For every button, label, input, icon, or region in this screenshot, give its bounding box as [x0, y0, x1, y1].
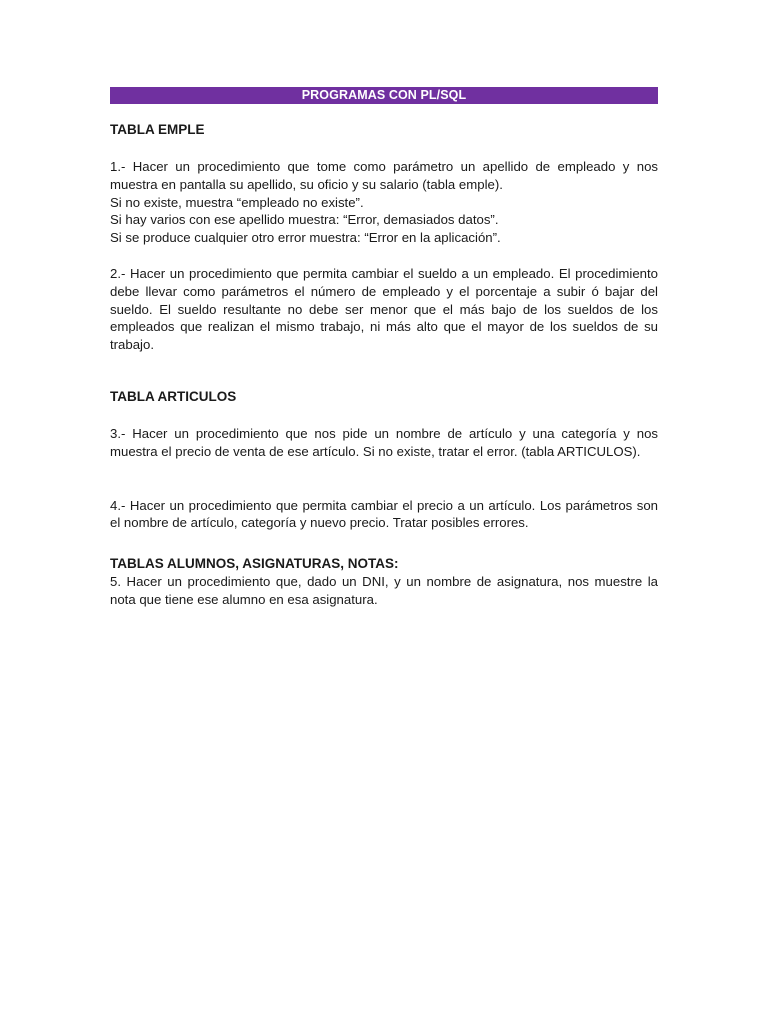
section-heading-alumnos: TABLAS ALUMNOS, ASIGNATURAS, NOTAS: — [110, 556, 399, 572]
exercise-5-text: 5. Hacer un procedimiento que, dado un DNI, y un nombre de asignatura, nos muestre la nota que tiene ese alumno en esa asignatura. — [110, 574, 658, 607]
section-heading-articulos: TABLA ARTICULOS — [110, 388, 237, 404]
exercise-2-text: 2.- Hacer un procedimiento que permita cambiar el sueldo a un empleado. El procedimiento debe llevar como parámetros el número de empleado y el porcentaje a subir ó bajar del sueldo. El sueldo resultante no debe ser menor que el más bajo de los sueldos de los empleados que realizan el mismo trabajo, ni más alto que el mayor de los sueldos de su trabajo. — [110, 265, 658, 353]
exercise-1-line-not-exists: Si no existe, muestra “empleado no existe”. — [110, 194, 364, 210]
exercise-2 — [110, 265, 658, 354]
section-heading-emple: TABLA EMPLE — [110, 122, 205, 137]
exercise-1 — [110, 158, 658, 247]
exercise-1-text: 1.- Hacer un procedimiento que tome como parámetro un apellido de empleado y nos muestra en pantalla su apellido, su oficio y su salario (tabla emple). — [110, 159, 658, 192]
exercise-4-text: 4.- Hacer un procedimiento que permita cambiar el precio a un artículo. Los parámetros son el nombre de artículo, categoría y nuevo precio. Tratar posibles errores. — [110, 497, 658, 531]
exercise-4 — [110, 497, 658, 533]
exercise-3 — [110, 425, 658, 461]
exercise-1-line-too-many: Si hay varios con ese apellido muestra: “Error, demasiados datos”. — [110, 212, 499, 228]
exercise-1-line-other-error: Si se produce cualquier otro error muestra: “Error en la aplicación”. — [110, 230, 501, 246]
exercise-5 — [110, 573, 658, 609]
document-title: PROGRAMAS CON PL/SQL — [110, 87, 658, 104]
document-page — [110, 87, 658, 609]
exercise-3-text: 3.- Hacer un procedimiento que nos pide un nombre de artículo y una categoría y nos muestra el precio de venta de ese artículo. Si no existe, tratar el error. (tabla ARTICULOS). — [110, 425, 658, 459]
